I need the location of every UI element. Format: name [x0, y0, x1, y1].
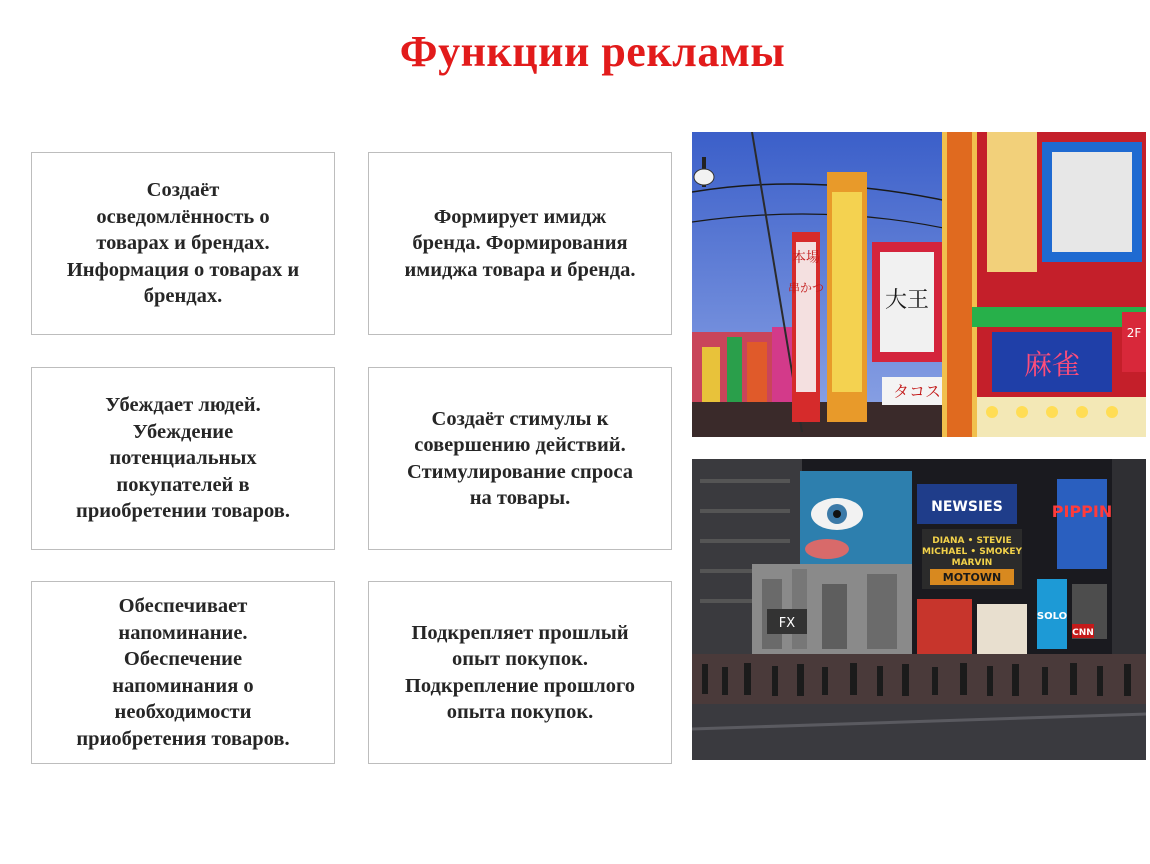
sign-text: 串かつ	[787, 281, 825, 295]
sign-text: PIPPIN	[1051, 502, 1113, 521]
sign-text: タコス	[892, 382, 942, 401]
sign-text: 2F	[1126, 326, 1142, 340]
sign-text: NEWSIES	[931, 499, 1003, 515]
sign-text: FX	[778, 616, 796, 631]
function-card-persuasion	[31, 367, 335, 550]
function-card-image	[368, 152, 672, 335]
function-card-text: Подкрепляет прошлый опыт покупок. Подкрепление прошлого опыта покупок.	[404, 621, 636, 723]
slide-title: Функции рекламы	[399, 27, 786, 76]
sign-text: 大王	[884, 288, 930, 313]
sign-text: MOTOWN	[942, 571, 1002, 584]
function-card-text: Формирует имидж бренда. Формирования имиджа товара и бренда.	[404, 205, 636, 281]
sign-text: DIANA • STEVIE	[932, 536, 1012, 546]
function-card-stimulus	[368, 367, 672, 550]
sign-text: CNN	[1072, 628, 1094, 638]
sign-text: 麻雀	[1023, 348, 1081, 381]
times-square-billboards-photo	[692, 459, 1146, 760]
sign-text: MICHAEL • SMOKEY	[921, 547, 1023, 557]
function-card-reinforcement	[368, 581, 672, 764]
function-card-awareness	[31, 152, 335, 335]
function-card-reminder	[31, 581, 335, 764]
street-signs-photo	[692, 132, 1146, 437]
function-card-text: Обеспечивает напоминание. Обеспечение напоминания о необходимости приобретения товаров.	[76, 595, 290, 750]
function-card-text: Создаёт осведомлённость о товарах и брендах. Информация о товарах и брендах.	[66, 179, 300, 308]
function-card-text: Создаёт стимулы к совершению действий. Стимулирование спроса на товары.	[407, 407, 633, 509]
sign-text: 本場	[792, 250, 820, 266]
sign-text: SOLO	[1036, 611, 1068, 622]
sign-text: MARVIN	[951, 558, 993, 568]
function-card-text: Убеждает людей. Убеждение потенциальных покупателей в приобретении товаров.	[76, 394, 290, 523]
